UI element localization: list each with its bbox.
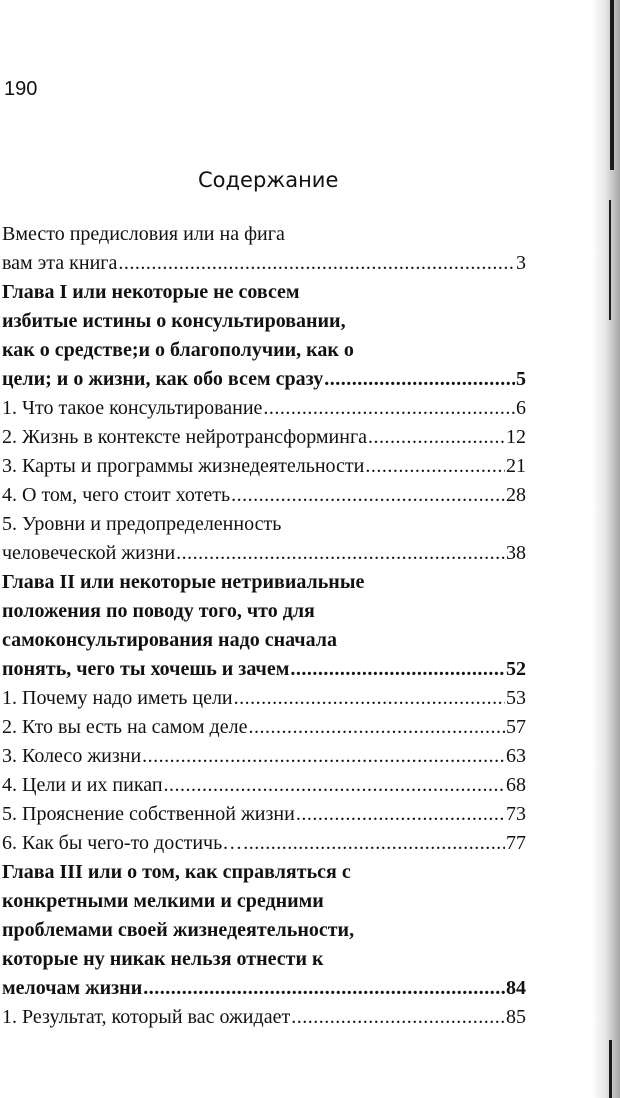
- dot-leader: [143, 974, 505, 1003]
- toc-entry-text: избитые истины о консультировании,: [2, 310, 346, 332]
- toc-entry-row: [2, 1003, 526, 1032]
- toc-entry-text: 1. Что такое консультирование: [2, 397, 263, 419]
- toc-entry-row: [2, 394, 526, 423]
- toc-entry: [2, 481, 526, 510]
- dot-leader: [291, 1003, 505, 1032]
- toc-entry-row: [2, 481, 526, 510]
- toc-entry-row: [2, 655, 526, 684]
- toc-entry-text: 4. О том, чего стоит хотеть: [2, 484, 231, 506]
- toc-entry: [2, 568, 526, 684]
- dot-leader: [243, 829, 505, 858]
- toc-entry: [2, 423, 526, 452]
- binding-shadow: [592, 0, 620, 1098]
- toc-entry-text: 4. Цели и их пикап: [2, 774, 163, 796]
- toc-page-number: 3: [516, 252, 526, 274]
- toc-entry-row: [2, 365, 526, 394]
- toc-entry-text: конкретными мелкими и средними: [2, 890, 324, 912]
- dot-leader: [324, 365, 515, 394]
- dot-leader: [263, 394, 515, 423]
- toc-entry-row: [2, 249, 526, 278]
- toc-page-number: 85: [506, 1006, 526, 1028]
- toc-page-number: 84: [506, 977, 526, 999]
- toc-page-number: 73: [506, 803, 526, 825]
- toc-entry-row: [2, 713, 526, 742]
- toc-page-number: 21: [506, 455, 526, 477]
- toc-entry-row: [2, 829, 526, 858]
- toc-entry-text: 3. Карты и программы жизнедеятельности: [2, 455, 365, 477]
- toc-entry-text: положения по поводу того, что для: [2, 600, 315, 622]
- toc-entry: [2, 771, 526, 800]
- toc-entry: [2, 684, 526, 713]
- toc-entry-text: как о средстве;и о благополучии, как о: [2, 339, 354, 361]
- dot-leader: [296, 800, 505, 829]
- toc-entry-text: цели; и о жизни, как обо всем сразу: [2, 368, 324, 390]
- toc-entry-text: 6. Как бы чего-то достичь…: [2, 832, 243, 854]
- toc-entry-text: 2. Кто вы есть на самом деле: [2, 716, 248, 738]
- toc-page-number: 53: [506, 687, 526, 709]
- spine-edge-line: [609, 1040, 612, 1098]
- dot-leader: [365, 452, 505, 481]
- toc-page-number: 68: [506, 774, 526, 796]
- toc-entry: [2, 220, 526, 278]
- toc-entry-text: мелочам жизни: [2, 977, 143, 999]
- toc-entry: [2, 713, 526, 742]
- toc-entry-row: [2, 771, 526, 800]
- toc-entry: [2, 394, 526, 423]
- toc-page-number: 52: [506, 658, 526, 680]
- toc-entry-text: 1. Результат, который вас ожидает: [2, 1006, 291, 1028]
- toc-entry: [2, 800, 526, 829]
- page-title: Содержание: [198, 168, 339, 192]
- toc-entry-text: 5. Уровни и предопределенность: [2, 513, 282, 535]
- toc-entry-text: Глава II или некоторые нетривиальные: [2, 571, 365, 593]
- toc-page-number: 28: [506, 484, 526, 506]
- toc-entry-text: вам эта книга: [2, 252, 118, 274]
- toc-entry-text: 5. Прояснение собственной жизни: [2, 803, 295, 825]
- toc-entry: [2, 1003, 526, 1032]
- toc-page-number: 12: [506, 426, 526, 448]
- toc-entry-row: [2, 452, 526, 481]
- toc-entry-row: [2, 800, 526, 829]
- dot-leader: [234, 684, 505, 713]
- toc-entry-text: Глава I или некоторые не совсем: [2, 281, 300, 303]
- table-of-contents: [2, 220, 526, 1032]
- toc-entry-text: 2. Жизнь в контексте нейротрансформинга: [2, 426, 368, 448]
- toc-entry-row: [2, 974, 526, 1003]
- toc-entry-text: человеческой жизни: [2, 542, 176, 564]
- dot-leader: [290, 655, 505, 684]
- toc-entry: [2, 510, 526, 568]
- toc-entry: [2, 858, 526, 1003]
- dot-leader: [164, 771, 505, 800]
- dot-leader: [142, 742, 505, 771]
- toc-entry-text: 3. Колесо жизни: [2, 745, 142, 767]
- toc-entry-text: 1. Почему надо иметь цели: [2, 687, 233, 709]
- dot-leader: [248, 713, 505, 742]
- toc-entry-row: [2, 539, 526, 568]
- spine-edge-line: [609, 200, 611, 320]
- toc-page-number: 77: [506, 832, 526, 854]
- toc-entry: [2, 829, 526, 858]
- toc-page-number: 5: [516, 368, 526, 390]
- toc-entry: [2, 452, 526, 481]
- toc-page-number: 6: [516, 397, 526, 419]
- toc-entry-row: [2, 684, 526, 713]
- toc-entry-text: Вместо предисловия или на фига: [2, 223, 285, 245]
- toc-entry-text: которые ну никак нельзя отнести к: [2, 948, 324, 970]
- toc-entry-text: самоконсультирования надо сначала: [2, 629, 337, 651]
- toc-entry-text: Глава III или о том, как справляться с: [2, 861, 351, 883]
- toc-entry-row: [2, 742, 526, 771]
- toc-page-number: 63: [506, 745, 526, 767]
- toc-page-number: 38: [506, 542, 526, 564]
- spine-edge-line: [610, 0, 614, 170]
- dot-leader: [231, 481, 505, 510]
- toc-entry: [2, 742, 526, 771]
- dot-leader: [118, 249, 515, 278]
- toc-entry: [2, 278, 526, 394]
- toc-entry-text: проблемами своей жизнедеятельности,: [2, 919, 355, 941]
- dot-leader: [368, 423, 505, 452]
- toc-entry-row: [2, 423, 526, 452]
- toc-page-number: 57: [506, 716, 526, 738]
- toc-entry-text: понять, чего ты хочешь и зачем: [2, 658, 290, 680]
- page-number: 190: [4, 78, 38, 100]
- dot-leader: [176, 539, 505, 568]
